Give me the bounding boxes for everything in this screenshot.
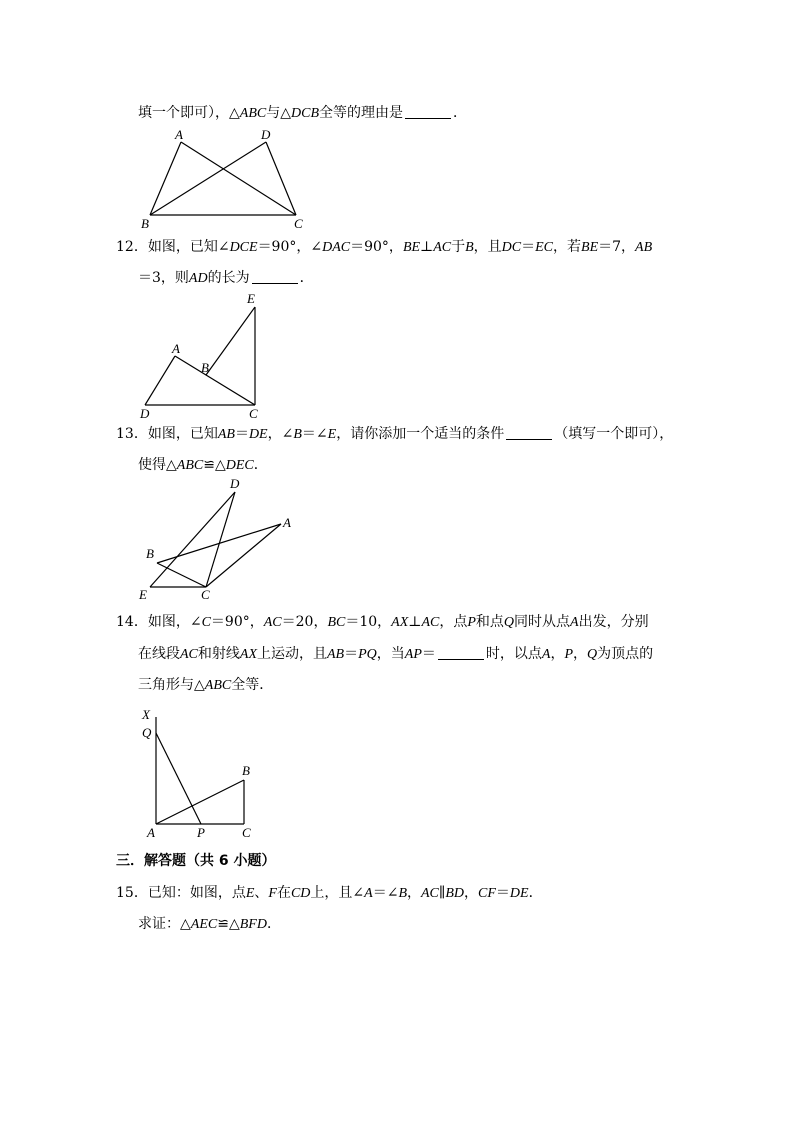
text: 全等． xyxy=(231,677,274,693)
text: ， xyxy=(573,646,588,662)
q14-line-3 xyxy=(138,675,273,696)
text: 在线段 xyxy=(138,646,180,662)
segment-db xyxy=(150,142,266,215)
text: 和点 xyxy=(475,614,504,630)
q13-figure xyxy=(135,477,300,605)
text: ＝∠ xyxy=(372,885,399,901)
var: DE xyxy=(248,427,268,442)
label-x: X xyxy=(142,707,150,722)
var: AC xyxy=(263,615,282,630)
var: BD xyxy=(445,886,465,901)
text: 求证：△ xyxy=(138,916,191,932)
label-e: E xyxy=(139,587,147,602)
text: ． xyxy=(266,916,281,932)
q11-figure xyxy=(138,128,308,234)
var: BE xyxy=(581,240,599,255)
text: ． xyxy=(453,105,468,121)
text: ≌△ xyxy=(203,457,226,473)
answer-blank[interactable] xyxy=(405,104,451,119)
text: 三角形与△ xyxy=(138,677,205,693)
text: ≌△ xyxy=(217,916,240,932)
text: 上，且∠ xyxy=(310,885,365,901)
var: DAC xyxy=(322,240,351,255)
text: 上运动，且 xyxy=(257,646,327,662)
var: A xyxy=(570,615,579,630)
text: ⊥ xyxy=(420,239,434,255)
text: ， xyxy=(407,885,421,901)
q13-line-1 xyxy=(116,424,673,445)
text: ． xyxy=(528,885,543,901)
segment-ac xyxy=(181,142,296,215)
text: 和射线 xyxy=(197,646,240,662)
var: E xyxy=(327,427,337,442)
text: ＝10， xyxy=(345,614,392,630)
text: 已知：如图，点 xyxy=(147,885,246,901)
question-number: 15． xyxy=(116,885,148,901)
question-number: 12． xyxy=(116,239,148,255)
label-a: A xyxy=(175,128,183,142)
text: 与△ xyxy=(266,105,292,121)
var: BE xyxy=(402,240,421,255)
text: 时，以点 xyxy=(485,646,542,662)
label-p: P xyxy=(197,825,205,840)
var: B xyxy=(465,240,474,255)
text: ＝90°， xyxy=(350,239,403,255)
q15-line-2 xyxy=(138,914,281,935)
answer-blank[interactable] xyxy=(438,645,484,660)
text: ∥ xyxy=(438,885,446,901)
text: 、 xyxy=(254,885,269,901)
var: P xyxy=(467,615,476,630)
var: AC xyxy=(433,240,452,255)
segment-ab xyxy=(150,142,181,215)
text: 填一个即可），△ xyxy=(138,105,240,121)
text: ， xyxy=(550,646,565,662)
var: CD xyxy=(290,886,311,901)
text: ＝90°，∠ xyxy=(257,239,323,255)
text: 使得△ xyxy=(138,457,177,473)
text: ＝ xyxy=(344,646,359,662)
text: ，当 xyxy=(376,646,405,662)
var: AB xyxy=(327,647,345,662)
text: ＝90°， xyxy=(210,614,264,630)
var: E xyxy=(245,886,255,901)
q12-line-1 xyxy=(116,237,652,258)
label-a: A xyxy=(147,825,155,840)
var: Q xyxy=(503,615,515,630)
var: AP xyxy=(404,647,422,662)
text: 同时从点 xyxy=(514,614,571,630)
var: ABC xyxy=(204,678,232,693)
segment-eb xyxy=(206,307,255,375)
label-c: C xyxy=(242,825,251,840)
var: C xyxy=(201,615,211,630)
var: PQ xyxy=(358,647,377,662)
text: 的长为 xyxy=(207,270,250,286)
label-b: B xyxy=(141,216,149,231)
text: ， xyxy=(464,885,479,901)
segment-ab xyxy=(156,780,244,824)
segment-qp xyxy=(156,733,201,824)
text: ＝ xyxy=(421,646,436,662)
text: ＝ xyxy=(495,885,510,901)
text: ＝∠ xyxy=(301,426,328,442)
text: ⊥ xyxy=(408,614,422,630)
text: 如图，已知 xyxy=(147,426,218,442)
label-e: E xyxy=(247,291,255,306)
var: CF xyxy=(478,886,496,901)
text: ＝ xyxy=(234,426,249,442)
var: ABC xyxy=(176,458,204,473)
label-d: D xyxy=(140,406,150,421)
text: 如图，已知∠ xyxy=(147,239,230,255)
text: ． xyxy=(253,457,268,473)
var: B xyxy=(293,427,302,442)
q14-figure xyxy=(140,703,270,840)
var: F xyxy=(268,886,277,901)
label-a: A xyxy=(172,341,180,356)
text: ＝3，则 xyxy=(138,270,189,286)
label-b: B xyxy=(146,546,154,561)
text: ＝20， xyxy=(281,614,328,630)
var: DEC xyxy=(225,458,254,473)
text: ，且 xyxy=(473,239,502,255)
var: AC xyxy=(180,647,198,662)
text: 如图，∠ xyxy=(147,614,202,630)
segment-da xyxy=(145,356,175,405)
segment-bc xyxy=(157,563,206,587)
answer-blank[interactable] xyxy=(252,269,298,284)
q12-figure xyxy=(135,290,270,422)
segment-dc xyxy=(266,142,296,215)
var: AD xyxy=(188,271,208,286)
label-c: C xyxy=(201,587,210,602)
text: ，点 xyxy=(439,614,468,630)
text: 在 xyxy=(276,885,291,901)
label-d: D xyxy=(261,128,271,142)
var: EC xyxy=(535,240,554,255)
q13-line-2 xyxy=(138,455,268,476)
text: ＝ xyxy=(521,239,536,255)
text: 于 xyxy=(451,239,466,255)
segment-ac xyxy=(206,524,281,587)
text: 全等的理由是 xyxy=(319,105,404,121)
q11-line-1 xyxy=(138,103,467,124)
q14-line-1 xyxy=(116,612,649,633)
label-a: A xyxy=(283,515,291,530)
var: AB xyxy=(635,240,653,255)
var: AEC xyxy=(190,917,218,932)
var: A xyxy=(541,647,551,662)
q15-line-1 xyxy=(116,883,543,904)
var: DE xyxy=(509,886,529,901)
var: A xyxy=(364,886,373,901)
var: BFD xyxy=(239,917,267,932)
var: AC xyxy=(421,615,440,630)
text: ＝7， xyxy=(598,239,636,255)
text: 为顶点的 xyxy=(597,646,654,662)
var: B xyxy=(398,886,407,901)
text: ，若 xyxy=(553,239,582,255)
var: DC xyxy=(501,240,522,255)
question-number: 13． xyxy=(116,426,148,442)
question-number: 14． xyxy=(116,614,148,630)
label-c: C xyxy=(294,216,303,231)
section-heading: 三．解答题（共 6 小题） xyxy=(116,853,276,869)
var: DCB xyxy=(291,106,320,121)
var: AX xyxy=(239,647,257,662)
var: BC xyxy=(327,615,346,630)
var: P xyxy=(564,647,574,662)
var: AC xyxy=(421,886,439,901)
label-q: Q xyxy=(142,725,152,740)
var: ABC xyxy=(239,106,267,121)
text: ． xyxy=(299,270,314,286)
answer-blank[interactable] xyxy=(506,425,552,440)
q14-line-2 xyxy=(138,644,653,665)
q12-line-2 xyxy=(138,268,314,289)
text: （填写一个即可）， xyxy=(554,426,674,442)
var: Q xyxy=(587,647,598,662)
var: AX xyxy=(391,615,409,630)
text: ，∠ xyxy=(267,426,294,442)
text: ，请你添加一个适当的条件 xyxy=(336,426,505,442)
var: DCE xyxy=(229,240,258,255)
var: AB xyxy=(217,427,235,442)
label-b: B xyxy=(242,763,250,778)
text: 出发，分别 xyxy=(578,614,649,630)
label-c: C xyxy=(249,406,258,421)
label-b: B xyxy=(201,360,209,375)
segment-ba xyxy=(157,524,281,563)
label-d: D xyxy=(230,477,240,491)
